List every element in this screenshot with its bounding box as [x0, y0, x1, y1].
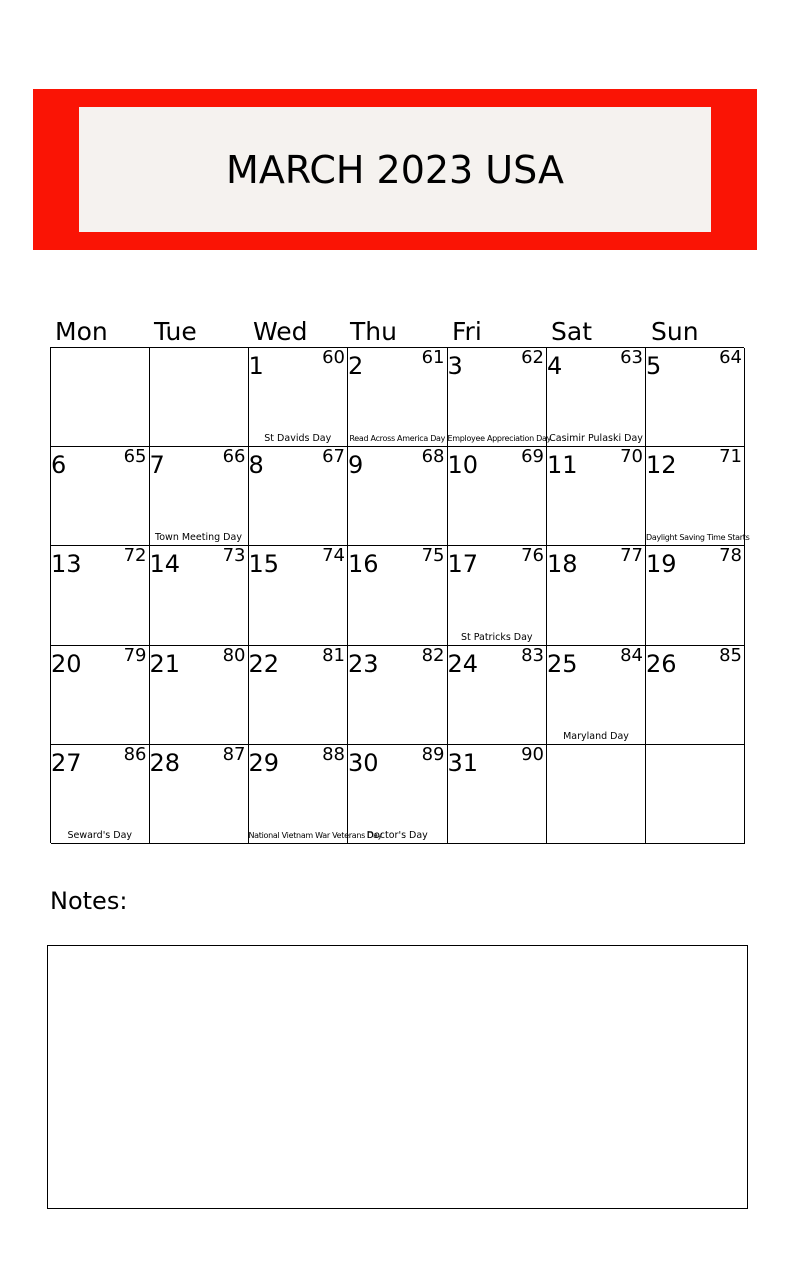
day-number: 20 [51, 649, 82, 678]
day-of-year: 63 [620, 347, 643, 368]
day-of-year: 85 [719, 644, 742, 666]
day-cell-20[interactable] [51, 646, 150, 745]
day-cell-24[interactable] [448, 646, 548, 745]
empty-day-cell[interactable] [150, 348, 249, 447]
page-title: MARCH 2023 USA [226, 147, 564, 192]
holiday-label: St Patricks Day [460, 631, 533, 643]
day-number: 13 [51, 550, 82, 579]
day-number: 12 [646, 451, 677, 480]
holiday-label: National Vietnam War Veterans Day [248, 830, 383, 840]
title-banner [33, 89, 757, 250]
day-cell-12[interactable] [646, 446, 750, 546]
day-number: 25 [547, 649, 578, 678]
day-number: 14 [149, 550, 181, 579]
day-cell-18[interactable] [547, 546, 646, 645]
weekday-fri: Fri [452, 317, 482, 346]
title-panel [79, 107, 711, 232]
day-cell-11[interactable] [547, 447, 646, 546]
day-of-year: 78 [719, 545, 742, 567]
holiday-label: Daylight Saving Time Starts [646, 533, 750, 543]
day-cell-15[interactable] [249, 546, 349, 645]
day-number: 15 [248, 550, 280, 579]
day-of-year: 60 [322, 347, 345, 368]
day-number: 28 [149, 748, 181, 777]
day-number: 30 [348, 748, 379, 777]
holiday-label: Employee Appreciation Day [447, 434, 552, 444]
day-of-year: 61 [421, 347, 445, 368]
holiday-label: Seward's Day [67, 829, 133, 841]
day-of-year: 72 [123, 545, 147, 567]
day-number: 11 [547, 451, 578, 480]
day-cell-22[interactable] [249, 646, 349, 745]
day-number: 6 [51, 451, 67, 480]
weekday-wed: Wed [253, 317, 308, 346]
day-number: 7 [149, 451, 165, 480]
holiday-label: Read Across America Day [349, 434, 446, 444]
day-of-year: 75 [421, 545, 445, 567]
day-number: 17 [447, 550, 479, 579]
holiday-label: Doctor's Day [366, 829, 428, 841]
day-number: 10 [447, 451, 479, 480]
day-cell-13[interactable] [51, 546, 150, 645]
holiday-label: Maryland Day [563, 730, 629, 742]
day-number: 18 [547, 550, 578, 579]
day-cell-5[interactable] [646, 348, 745, 447]
day-cell-14[interactable] [150, 546, 249, 645]
day-of-year: 73 [222, 545, 246, 567]
day-number: 8 [248, 451, 264, 480]
day-number: 26 [646, 649, 677, 678]
weekday-tue: Tue [154, 317, 197, 346]
day-cell-25[interactable] [547, 646, 646, 745]
calendar-grid [50, 347, 750, 843]
day-of-year: 90 [521, 743, 544, 765]
day-cell-27[interactable] [51, 745, 150, 844]
holiday-label: Casimir Pulaski Day [549, 433, 643, 445]
day-number: 29 [248, 748, 280, 777]
day-cell-23[interactable] [348, 646, 448, 745]
weekday-sat: Sat [551, 317, 592, 346]
day-number: 9 [348, 451, 364, 480]
day-number: 2 [348, 352, 364, 380]
day-number: 27 [51, 748, 82, 777]
day-number: 31 [447, 748, 479, 777]
day-cell-9[interactable] [348, 447, 448, 546]
day-cell-1[interactable] [249, 348, 349, 447]
empty-day-cell[interactable] [646, 745, 745, 844]
notes-label: Notes: [50, 887, 128, 915]
day-of-year: 65 [123, 446, 147, 468]
day-number: 21 [149, 649, 181, 678]
day-cell-3[interactable] [447, 347, 552, 447]
day-of-year: 64 [719, 347, 742, 368]
notes-box[interactable] [47, 945, 748, 1209]
day-of-year: 70 [620, 446, 643, 468]
day-of-year: 87 [222, 743, 246, 765]
day-cell-26[interactable] [646, 646, 745, 745]
day-cell-21[interactable] [150, 646, 249, 745]
day-cell-10[interactable] [448, 447, 548, 546]
day-cell-30[interactable] [348, 745, 448, 844]
day-of-year: 71 [719, 446, 742, 468]
day-cell-6[interactable] [51, 447, 150, 546]
day-of-year: 82 [421, 644, 445, 666]
weekday-mon: Mon [55, 317, 108, 346]
day-of-year: 62 [521, 347, 544, 368]
weekday-thu: Thu [350, 317, 397, 346]
day-number: 19 [646, 550, 677, 579]
day-cell-17[interactable] [448, 546, 548, 645]
day-number: 4 [547, 352, 563, 380]
day-cell-28[interactable] [150, 745, 249, 844]
weekday-sun: Sun [651, 317, 699, 346]
day-cell-16[interactable] [348, 546, 448, 645]
day-of-year: 80 [222, 644, 246, 666]
day-number: 16 [348, 550, 379, 579]
day-number: 3 [447, 352, 463, 380]
day-cell-2[interactable] [348, 348, 448, 447]
day-number: 23 [348, 649, 379, 678]
day-cell-19[interactable] [646, 546, 745, 645]
empty-day-cell[interactable] [51, 348, 150, 447]
day-of-year: 81 [322, 644, 345, 666]
holiday-label: Town Meeting Day [155, 532, 242, 544]
day-number: 22 [248, 649, 280, 678]
day-cell-8[interactable] [249, 447, 349, 546]
day-number: 5 [646, 352, 662, 380]
day-of-year: 77 [620, 545, 643, 567]
day-of-year: 76 [521, 545, 544, 567]
day-cell-31[interactable] [448, 745, 548, 844]
day-number: 1 [248, 352, 264, 380]
day-of-year: 68 [421, 446, 445, 468]
day-of-year: 79 [123, 644, 147, 666]
day-of-year: 66 [222, 446, 246, 468]
weekday-header-row [50, 316, 744, 348]
day-of-year: 67 [322, 446, 345, 468]
day-of-year: 88 [322, 743, 345, 765]
day-of-year: 74 [322, 545, 345, 567]
holiday-label: St Davids Day [264, 433, 332, 445]
day-number: 24 [447, 649, 479, 678]
day-cell-7[interactable] [150, 447, 249, 546]
day-of-year: 69 [521, 446, 544, 468]
day-of-year: 86 [123, 743, 147, 765]
empty-day-cell[interactable] [547, 745, 646, 844]
day-of-year: 84 [620, 644, 643, 666]
day-of-year: 89 [421, 743, 445, 765]
day-of-year: 83 [521, 644, 544, 666]
day-cell-4[interactable] [547, 348, 646, 447]
